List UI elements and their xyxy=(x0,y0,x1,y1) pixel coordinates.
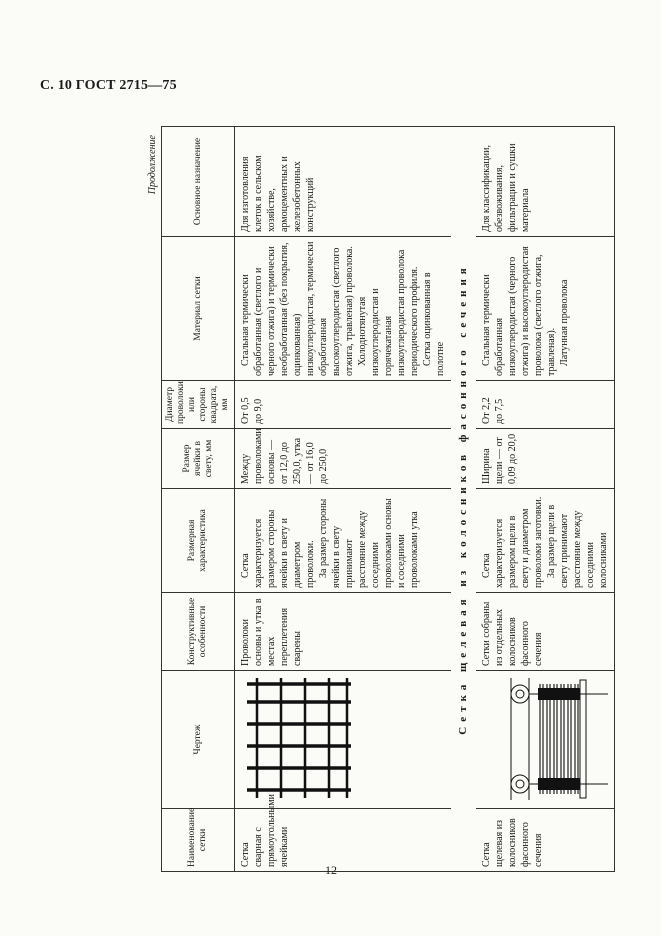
row1-size-p2: За размер стороны ячейки в свету принимают расстояние между соседними проволоками основы и соседними проволоками утка xyxy=(318,498,420,588)
page-header: С. 10 ГОСТ 2715—75 xyxy=(40,78,177,93)
row2-material xyxy=(476,237,615,381)
row1-features: Проволоки основы и утка в местах переплетения сварены xyxy=(235,593,452,671)
rotated-table-region xyxy=(145,127,635,872)
row2-purpose: Для классификации, обезвоживания, фильтрации и сушки материала xyxy=(476,127,615,237)
row1-name: Сетка сварная с прямоугольными ячейками xyxy=(235,809,452,872)
row1-diameter: От 0,5 до 9,0 xyxy=(235,381,452,429)
col-header-features: Конструктивные особенности xyxy=(162,593,235,671)
row2-size-p2: За размер щели в свету принимают расстояние между соседними колосниками xyxy=(546,504,609,588)
row1-material-p3: Сетка оцинкованная в полотне xyxy=(422,272,446,376)
table-header-row xyxy=(162,127,235,872)
specification-table xyxy=(161,126,615,872)
row1-cell: Между проволоками основы — от 12,0 до 250,0, утка — от 16,0 до 250,0 xyxy=(235,429,452,489)
row2-size xyxy=(476,489,615,593)
row1-material xyxy=(235,237,452,381)
welded-mesh-drawing xyxy=(239,676,357,804)
row1-size-p1: Сетка характеризуется размером стороны ячейки в свету и диаметром проволоки. xyxy=(240,509,316,588)
col-header-cell: Размер ячейки в свету, мм xyxy=(162,429,235,489)
row1-material-p1: Стальная термически обработанная (светлого и черного отжига) и термически необработанная (без покрытия, оцинкованная) низкоуглеродистая, термически обработанная высокоуглеродистая (светлого отжига, травленая) проволока. xyxy=(240,241,355,376)
col-header-size: Размерная характеристика xyxy=(162,489,235,593)
row2-diameter: От 2,2 до 7,5 xyxy=(476,381,615,429)
continuation-label: Продолжение xyxy=(147,135,158,195)
table-row xyxy=(235,127,452,872)
col-header-name: Наименование сетки xyxy=(162,809,235,872)
row2-cell: Ширина щели — от 0,09 до 20,0 xyxy=(476,429,615,489)
col-header-diameter: Диаметр проволоки или стороны квадрата, мм xyxy=(162,381,235,429)
row1-purpose: Для изготовления клеток в сельском хозяйстве, армоцементных и железобетонных конструкций xyxy=(235,127,452,237)
row2-features: Сетки собраны из отдельных колосников фасонного сечения xyxy=(476,593,615,671)
row2-drawing xyxy=(476,671,615,809)
col-header-material: Материал сетки xyxy=(162,237,235,381)
page-number: 12 xyxy=(325,863,337,877)
row2-material-p2: Латунная проволока xyxy=(559,279,570,366)
slotted-mesh-drawing xyxy=(480,676,610,804)
row1-drawing xyxy=(235,671,452,809)
section-title-row xyxy=(451,127,476,872)
row1-size xyxy=(235,489,452,593)
col-header-drawing: Чертеж xyxy=(162,671,235,809)
table-row xyxy=(476,127,615,872)
row2-name: Сетка щелевая из колосников фасонного сечения xyxy=(476,809,615,872)
row2-material-p1: Стальная термически обработанная низкоуглеродистая (черного отжига) и высокоуглеродистая проволока (светлого отжига, травленая). xyxy=(481,246,557,376)
section-title: Сетка щелевая из колосников фасонного сечения xyxy=(451,127,476,872)
col-header-purpose: Основное назначение xyxy=(162,127,235,237)
row1-material-p2: Холоднотянутая низкоуглеродистая и горячекатаная низкоуглеродистая проволока периодического профиля. xyxy=(357,249,420,376)
row2-size-p1: Сетка характеризуется размером щели в свету и диаметром проволоки заготовки. xyxy=(481,496,544,588)
